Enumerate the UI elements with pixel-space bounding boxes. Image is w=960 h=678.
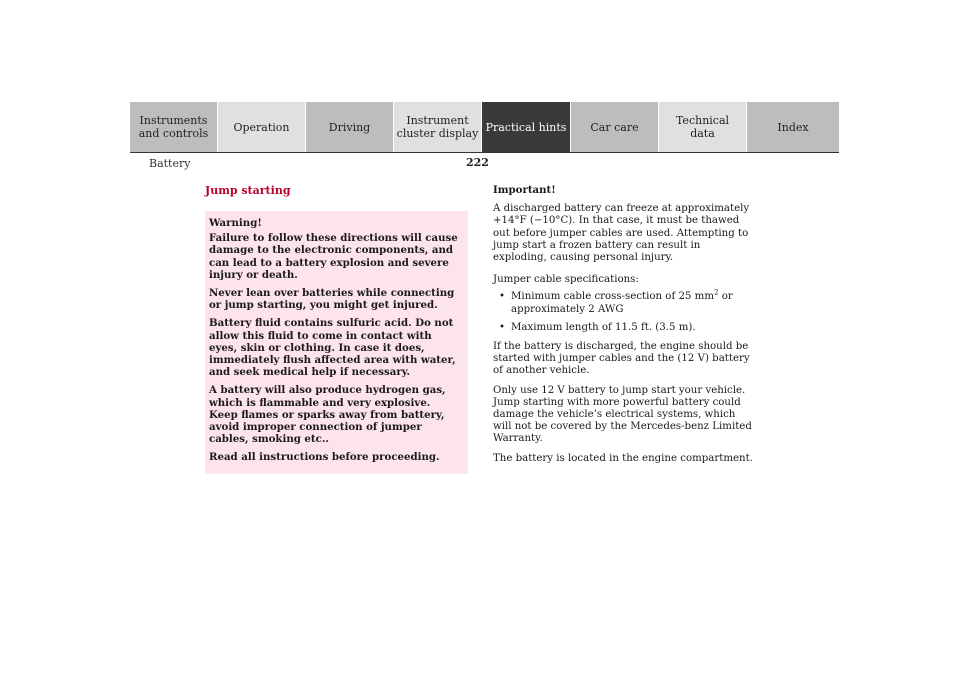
warning-paragraph: Failure to follow these directions will cause damage to the electronic components, and can lead to a battery explosion and severe injury or death. [209, 232, 458, 281]
body-paragraph: Only use 12 V battery to jump start your vehicle. Jump starting with more powerful battery could damage the vehicle’s electrical systems, which will not be covered by the Mercedes-benz Limited Warranty. [493, 384, 752, 445]
spec-text: Minimum cable cross-section of 25 mm [511, 291, 714, 303]
tab-label: Index [777, 120, 809, 134]
warning-paragraph: Never lean over batteries while connecting or jump starting, you might get injured. [209, 287, 455, 312]
tab-label: Car care [590, 120, 639, 134]
warning-box [205, 211, 468, 474]
chapter-navigation [130, 102, 839, 152]
tab-instrument-cluster-display[interactable] [394, 102, 482, 152]
tab-label: Instrument cluster display [396, 114, 479, 140]
important-text: A discharged battery can freeze at approximately +14°F (−10°C). In that case, it must be thawed out before jumper cables are used. Attempting to jump start a frozen battery can result in exploding, causing personal injury. [493, 203, 750, 264]
body-paragraph: If the battery is discharged, the engine should be started with jumper cables and the (12 V) battery of another vehicle. [493, 341, 750, 377]
tab-label: Practical hints [485, 120, 567, 134]
tab-driving[interactable] [306, 102, 394, 152]
tab-car-care[interactable] [571, 102, 659, 152]
tab-technical-data[interactable] [659, 102, 747, 152]
bullet-text: Maximum length of 11.5 ft. (3.5 m). [511, 321, 696, 333]
page-number: 222 [466, 156, 489, 169]
section-name: Battery [149, 157, 191, 170]
list-item [493, 322, 753, 334]
superscript: 2 [713, 289, 719, 298]
header-divider [130, 152, 839, 153]
spec-intro: Jumper cable specifications: [493, 274, 639, 286]
tab-label: Technical data [675, 114, 730, 140]
important-label: Important! [493, 184, 556, 196]
tab-label: Operation [233, 120, 290, 134]
left-column [205, 180, 468, 474]
warning-paragraph: Read all instructions before proceeding. [209, 451, 440, 464]
warning-paragraph: Battery fluid contains sulfuric acid. Do not allow this fluid to come in contact with eyes, skin or clothing. In case it does, immediately flush affected area with water, and seek medical help if necessary. [209, 317, 456, 379]
spec-text: or approximately 2 AWG [511, 291, 733, 315]
tab-label: Instruments and controls [138, 114, 209, 140]
tab-index[interactable] [747, 102, 839, 152]
warning-title: Warning! [209, 217, 262, 229]
list-item [493, 291, 753, 315]
tab-operation[interactable] [218, 102, 306, 152]
warning-paragraph: A battery will also produce hydrogen gas, which is flammable and very explosive. Keep flames or sparks away from battery, avoid improper connection of jumper cables, smoking etc.. [209, 384, 446, 446]
section-title: Jump starting [205, 184, 291, 197]
bullet-marker: • [498, 321, 505, 333]
bullet-marker: • [498, 291, 505, 303]
body-paragraph: The battery is located in the engine compartment. [493, 452, 753, 464]
right-column [493, 180, 753, 472]
tab-practical-hints[interactable] [482, 102, 571, 152]
bullet-text [511, 291, 753, 315]
tab-instruments-and-controls[interactable] [130, 102, 218, 152]
tab-label: Driving [328, 120, 371, 134]
